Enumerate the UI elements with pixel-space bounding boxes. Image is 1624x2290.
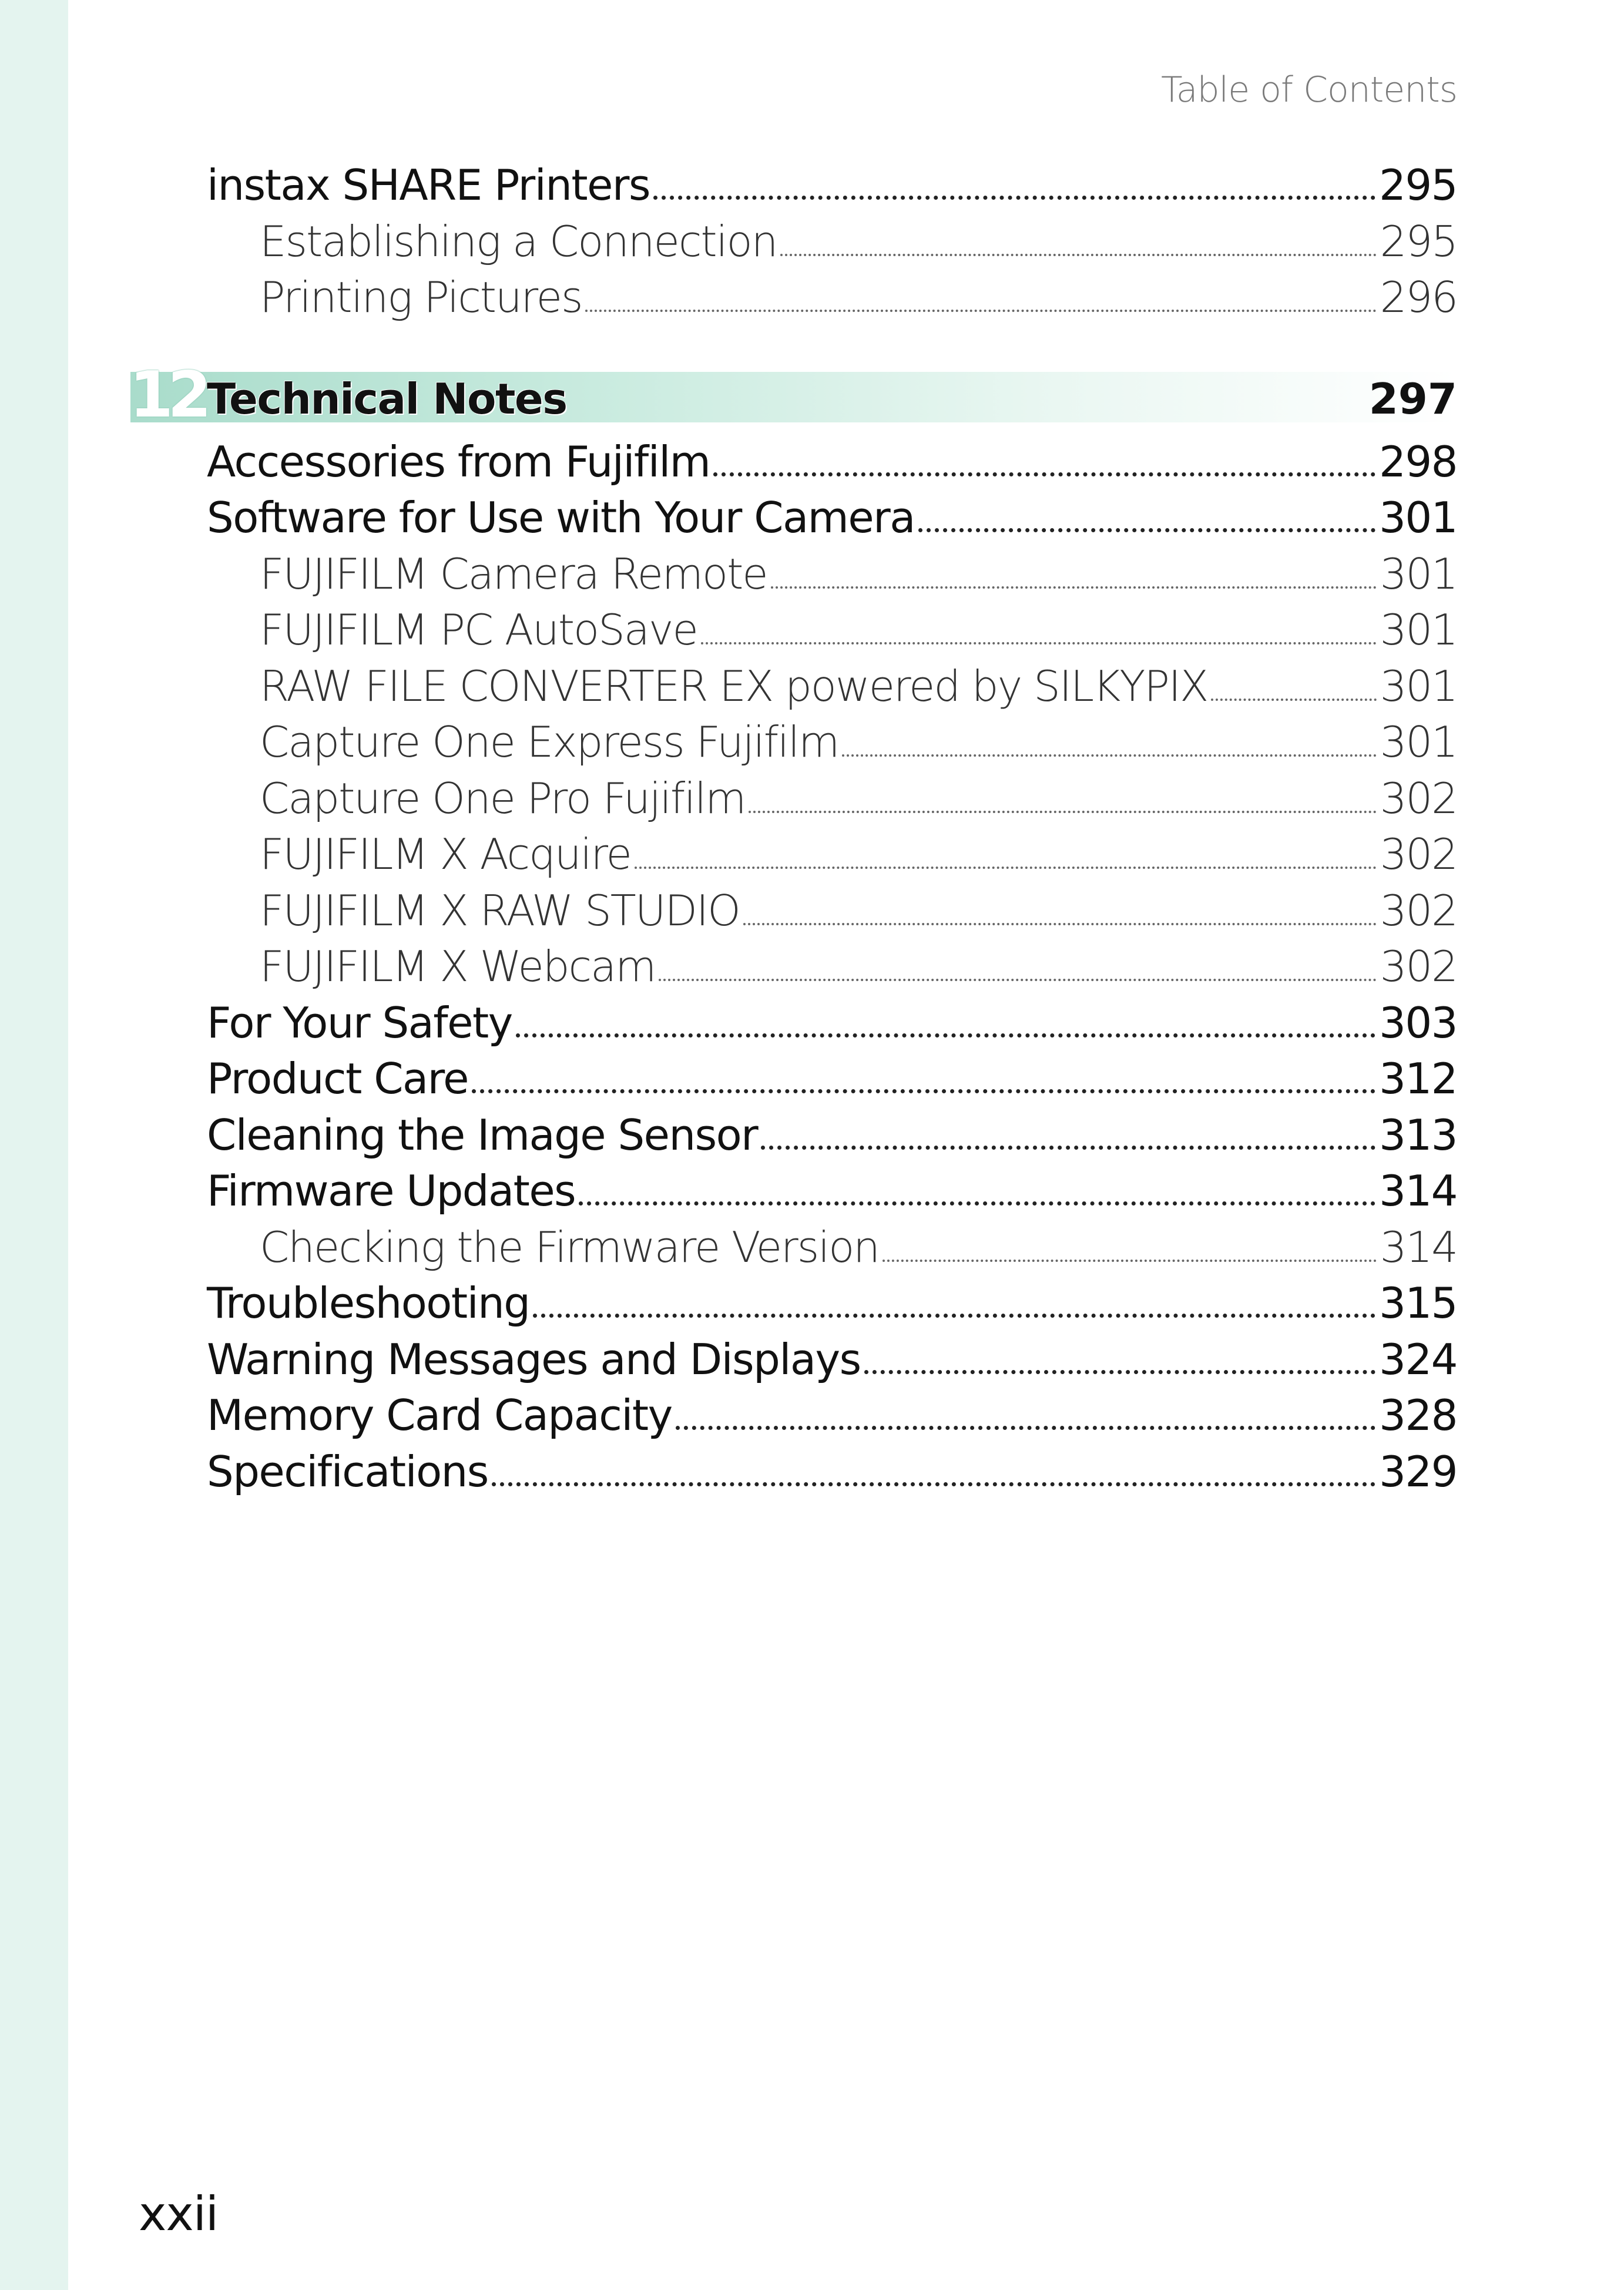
toc-entry-page: 301 <box>1379 493 1457 542</box>
chapter-heading[interactable] <box>129 358 1457 432</box>
toc-subentry[interactable] <box>207 659 1457 715</box>
dot-leader <box>743 914 1377 925</box>
toc-entry-label: FUJIFILM X RAW STUDIO <box>260 885 740 935</box>
toc-entry-label: FUJIFILM PC AutoSave <box>260 605 697 654</box>
toc-entry-page: 312 <box>1379 1054 1457 1103</box>
dot-leader <box>864 1361 1375 1374</box>
dot-leader <box>771 577 1377 589</box>
toc-entry-label: Capture One Pro Fujifilm <box>260 773 746 823</box>
toc-entry-page: 302 <box>1380 942 1457 991</box>
toc-entry-page: 301 <box>1380 717 1457 767</box>
toc-entry[interactable] <box>207 1275 1457 1332</box>
toc-subentry[interactable] <box>207 270 1457 326</box>
toc-list-before-chapter <box>207 157 1457 326</box>
dot-leader <box>676 1416 1375 1430</box>
toc-entry-page: 302 <box>1380 773 1457 823</box>
toc-entry-page: 324 <box>1379 1334 1457 1384</box>
toc-entry[interactable] <box>207 995 1457 1052</box>
toc-entry-page: 315 <box>1379 1278 1457 1328</box>
toc-entry[interactable] <box>207 434 1457 491</box>
dot-leader <box>579 1192 1375 1206</box>
toc-entry-page: 301 <box>1380 549 1457 599</box>
toc-entry[interactable] <box>207 490 1457 546</box>
toc-entry-label: FUJIFILM Camera Remote <box>260 549 767 599</box>
dot-leader <box>653 186 1375 200</box>
dot-leader <box>761 1136 1375 1150</box>
toc-entry[interactable] <box>207 157 1457 214</box>
dot-leader <box>701 633 1377 644</box>
dot-leader <box>533 1304 1375 1318</box>
toc-entry-page: 314 <box>1380 1222 1457 1272</box>
toc-entry[interactable] <box>207 1051 1457 1107</box>
dot-leader <box>780 244 1376 256</box>
toc-entry-page: 302 <box>1380 830 1457 879</box>
toc-subentry[interactable] <box>207 939 1457 995</box>
toc-entry-label: Accessories from Fujifilm <box>207 436 710 486</box>
toc-entry-page: 296 <box>1380 273 1457 322</box>
toc-entry-label: RAW FILE CONVERTER EX powered by SILKYPIX <box>260 661 1208 711</box>
toc-entry-page: 298 <box>1379 436 1457 486</box>
toc-list-chapter-entries <box>207 434 1457 1500</box>
toc-entry-label: FUJIFILM X Acquire <box>260 830 631 879</box>
toc-entry-page: 303 <box>1379 998 1457 1047</box>
toc-entry-label: Establishing a Connection <box>260 216 777 266</box>
toc-entry-page: 314 <box>1379 1166 1457 1215</box>
dot-leader <box>749 801 1376 813</box>
toc-entry-label: Warning Messages and Displays <box>207 1334 861 1384</box>
toc-subentry[interactable] <box>207 1220 1457 1276</box>
toc-subentry[interactable] <box>207 546 1457 603</box>
toc-entry-label: For Your Safety <box>207 998 512 1047</box>
side-color-strip <box>0 0 68 2290</box>
dot-leader <box>516 1024 1375 1037</box>
toc-entry-label: Cleaning the Image Sensor <box>207 1110 758 1160</box>
toc-entry-label: FUJIFILM X Webcam <box>260 942 656 991</box>
dot-leader <box>713 463 1375 476</box>
toc-entry[interactable] <box>207 1107 1457 1164</box>
toc-entry-label: Checking the Firmware Version <box>260 1222 879 1272</box>
toc-entry-page: 329 <box>1379 1446 1457 1496</box>
toc-entry[interactable] <box>207 1163 1457 1220</box>
dot-leader <box>883 1250 1377 1262</box>
toc-entry-label: Software for Use with Your Camera <box>207 493 915 542</box>
dot-leader <box>585 300 1376 312</box>
chapter-page-number: 297 <box>1368 374 1457 424</box>
toc-entry-label: Specifications <box>207 1446 488 1496</box>
toc-entry-page: 295 <box>1380 216 1457 266</box>
toc-entry-page: 301 <box>1380 661 1457 711</box>
toc-entry-page: 295 <box>1379 160 1457 210</box>
dot-leader <box>659 969 1376 981</box>
toc-entry-label: Firmware Updates <box>207 1166 576 1215</box>
table-of-contents <box>129 157 1457 1500</box>
chapter-number: 12 <box>129 358 206 432</box>
toc-entry-label: instax SHARE Printers <box>207 160 650 210</box>
toc-entry[interactable] <box>207 1388 1457 1444</box>
toc-entry[interactable] <box>207 1444 1457 1500</box>
page-number: xxii <box>139 2187 219 2241</box>
dot-leader <box>918 519 1375 532</box>
toc-entry-page: 313 <box>1379 1110 1457 1160</box>
chapter-title: Technical Notes <box>207 374 567 424</box>
toc-subentry[interactable] <box>207 602 1457 659</box>
toc-subentry[interactable] <box>207 714 1457 771</box>
toc-subentry[interactable] <box>207 883 1457 939</box>
toc-entry-label: Capture One Express Fujifilm <box>260 717 839 767</box>
running-header: Table of Contents <box>1160 69 1457 110</box>
toc-entry-page: 328 <box>1379 1391 1457 1440</box>
dot-leader <box>842 745 1376 757</box>
toc-entry-label: Memory Card Capacity <box>207 1391 672 1440</box>
toc-entry-label: Troubleshooting <box>207 1278 530 1328</box>
toc-subentry[interactable] <box>207 771 1457 827</box>
dot-leader <box>492 1473 1375 1486</box>
toc-subentry[interactable] <box>207 214 1457 270</box>
toc-entry-label: Printing Pictures <box>260 273 582 322</box>
dot-leader <box>635 857 1377 869</box>
dot-leader <box>472 1080 1375 1093</box>
toc-subentry[interactable] <box>207 827 1457 883</box>
toc-entry-page: 302 <box>1380 885 1457 935</box>
toc-entry-page: 301 <box>1380 605 1457 654</box>
dot-leader <box>1211 689 1376 701</box>
toc-entry-label: Product Care <box>207 1054 468 1103</box>
toc-entry[interactable] <box>207 1332 1457 1388</box>
